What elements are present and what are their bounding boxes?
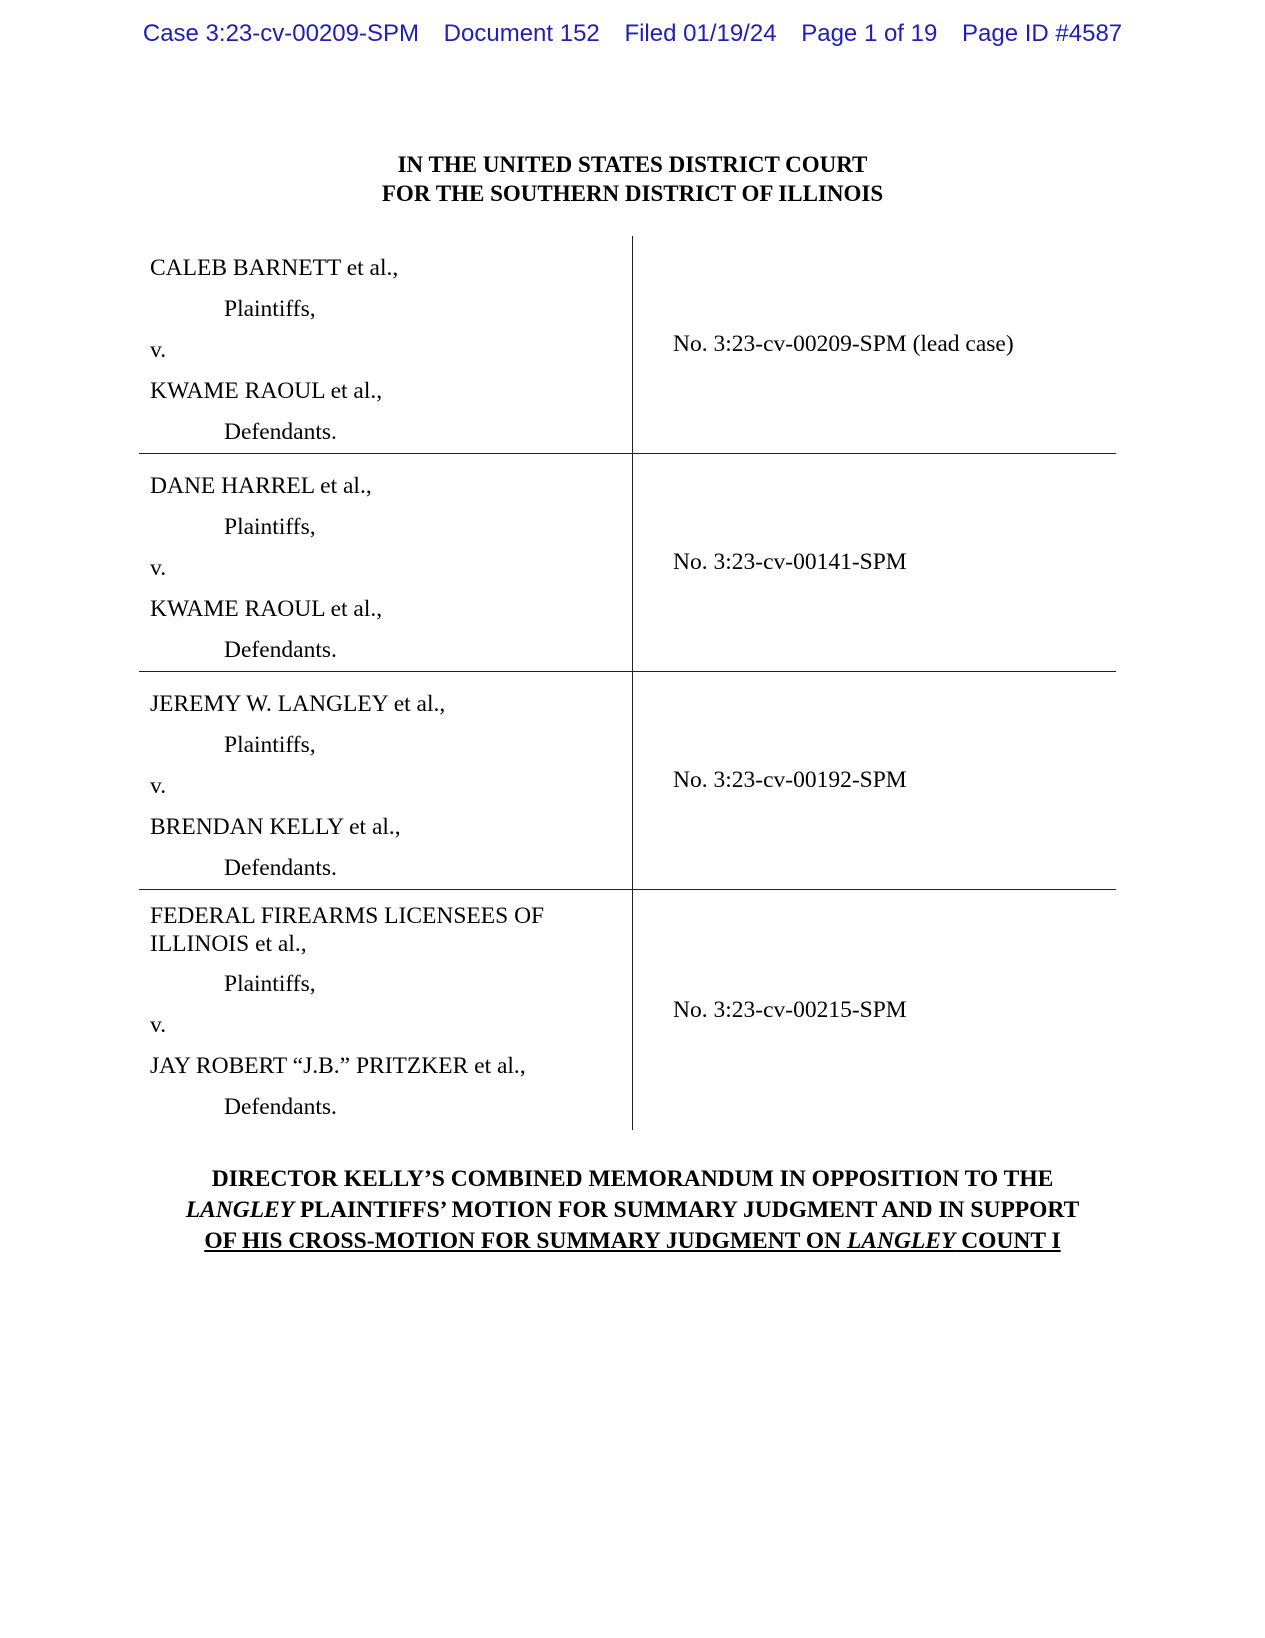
plaintiffs-label: Plaintiffs, [224,732,316,758]
ecf-page-count: Page 1 of 19 [801,20,938,47]
ecf-document-number: Document 152 [443,20,600,47]
case-number: No. 3:23-cv-00209-SPM (lead case) [673,331,1014,357]
court-heading-line-1: IN THE UNITED STATES DISTRICT COURT [397,152,868,177]
memo-title-line-2-rest: PLAINTIFFS’ MOTION FOR SUMMARY JUDGMENT AND IN SUPPORT [294,1197,1080,1223]
plaintiff-name: FEDERAL FIREARMS LICENSEES OF ILLINOIS et al., [150,903,545,957]
case-parties [139,236,633,453]
court-heading-line-2: FOR THE SOUTHERN DISTRICT OF ILLINOIS [381,181,884,206]
defendant-name: BRENDAN KELLY et al., [150,814,401,840]
case-number: No. 3:23-cv-00192-SPM [673,767,907,793]
case-parties [139,672,633,889]
case-block-harrel [139,454,1116,672]
defendant-name: JAY ROBERT “J.B.” PRITZKER et al., [150,1053,526,1079]
plaintiffs-label: Plaintiffs, [224,971,316,997]
case-block-langley [139,672,1116,890]
defendant-name: KWAME RAOUL et al., [150,596,383,622]
defendants-label: Defendants. [224,419,337,445]
versus: v. [150,555,167,581]
versus: v. [150,337,167,363]
ecf-filing-header [0,20,1265,48]
case-number: No. 3:23-cv-00215-SPM [673,996,907,1023]
memo-title-line-3 [0,1226,1265,1257]
memo-title-line-3-end: COUNT I [955,1228,1061,1254]
memo-title-langley-italic-2: LANGLEY [846,1228,956,1254]
case-block-barnett [139,236,1116,454]
defendants-label: Defendants. [224,1094,337,1120]
versus: v. [150,1012,167,1038]
plaintiffs-label: Plaintiffs, [224,296,316,322]
ecf-page-id: Page ID #4587 [962,20,1123,47]
court-heading [0,150,1265,208]
memo-title-line-1: DIRECTOR KELLY’S COMBINED MEMORANDUM IN OPPOSITION TO THE [211,1166,1054,1192]
case-block-ffl-illinois [139,890,1116,1130]
memorandum-title [0,1164,1265,1257]
defendants-label: Defendants. [224,637,337,663]
case-caption [139,236,1116,1130]
memo-title-line-2 [0,1195,1265,1226]
defendants-label: Defendants. [224,855,337,881]
memo-title-langley-italic: LANGLEY [185,1197,295,1223]
plaintiff-name: JEREMY W. LANGLEY et al., [150,691,446,717]
plaintiff-name: DANE HARREL et al., [150,473,372,499]
plaintiff-name: CALEB BARNETT et al., [150,255,399,281]
case-number-cell [633,890,1116,1130]
case-number-cell [633,672,1116,889]
defendant-name: KWAME RAOUL et al., [150,378,383,404]
versus: v. [150,773,167,799]
case-parties [139,454,633,671]
plaintiffs-label: Plaintiffs, [224,514,316,540]
case-number-cell [633,236,1116,453]
memo-title-line-3-underlined [204,1228,1060,1254]
case-number-cell [633,454,1116,671]
ecf-case-number: Case 3:23-cv-00209-SPM [142,20,419,47]
memo-title-line-3-start: OF HIS CROSS-MOTION FOR SUMMARY JUDGMENT ON [204,1228,847,1254]
case-number: No. 3:23-cv-00141-SPM [673,549,907,575]
case-parties [139,890,633,1130]
ecf-filed-date: Filed 01/19/24 [624,20,777,47]
